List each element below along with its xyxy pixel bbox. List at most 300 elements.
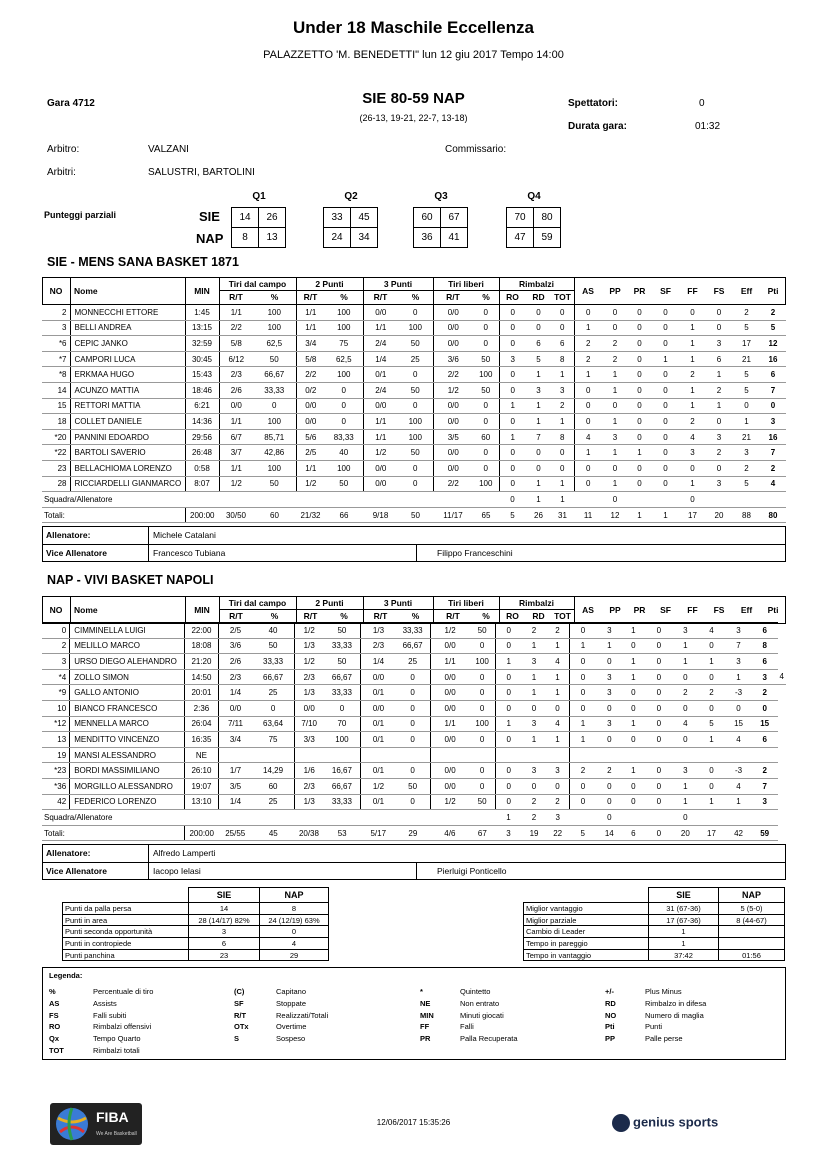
- player-stat: 0/0: [430, 763, 469, 779]
- player-name: BELLACHIOMA LORENZO: [70, 460, 185, 476]
- legend-desc: Tempo Quarto: [93, 1034, 141, 1044]
- stats-value: 0: [260, 926, 329, 938]
- player-stat: 15: [752, 716, 778, 732]
- player-stat: [752, 747, 778, 763]
- player-row: [42, 732, 786, 748]
- player-stat: 6: [526, 336, 551, 352]
- col-no: NO: [49, 605, 63, 615]
- empty-cell: [651, 492, 680, 508]
- coach-vline: [416, 544, 417, 562]
- player-stat: 1/1: [430, 654, 469, 670]
- player-stat: 1: [680, 398, 705, 414]
- stats-row: [63, 938, 329, 950]
- team-reb: 0: [499, 492, 526, 508]
- player-stat: 0: [499, 320, 526, 336]
- stats-value: 31 (67-36): [649, 903, 719, 915]
- legend-key: TOT: [49, 1046, 64, 1055]
- player-row: [42, 351, 786, 367]
- duration-value: 01:32: [695, 121, 721, 132]
- legend-desc: Punti: [645, 1022, 663, 1032]
- quarter-row: [507, 208, 561, 228]
- player-stat: 4: [778, 669, 786, 685]
- player-stat: 50: [473, 351, 499, 367]
- stats-label: Punti da palla persa: [63, 903, 189, 915]
- player-stat: 0: [651, 382, 680, 398]
- player-stat: 0/2: [296, 382, 325, 398]
- player-stat: 1/2: [296, 476, 325, 492]
- player-stat: 1: [569, 732, 596, 748]
- player-stat: 0: [596, 794, 622, 810]
- total-stat: 6: [622, 825, 645, 841]
- player-stat: 0: [628, 382, 651, 398]
- subcol-label: %: [340, 292, 348, 302]
- quarter-row: [324, 228, 378, 248]
- player-stat: 2/2: [296, 367, 325, 383]
- player-stat: 1/2: [363, 445, 398, 461]
- legend-desc: Stoppate: [276, 998, 307, 1008]
- player-stat: 0: [602, 460, 628, 476]
- player-stat: 0: [569, 685, 596, 701]
- player-stat: 0: [680, 460, 705, 476]
- stats-value: 23: [189, 949, 260, 961]
- commissioner-label: Commissario:: [445, 144, 507, 155]
- player-stat: 0: [602, 305, 628, 321]
- player-stat: 0: [645, 638, 673, 654]
- player-stat: 0/1: [361, 732, 396, 748]
- player-row: [42, 476, 786, 492]
- player-stat: 0: [651, 429, 680, 445]
- player-stat: 1: [602, 414, 628, 430]
- player-stat: 100: [253, 320, 296, 336]
- stats-value: 14: [189, 903, 260, 915]
- player-stat: 3: [596, 669, 622, 685]
- player-stat: 0: [569, 700, 596, 716]
- team-row: [42, 810, 786, 826]
- quarter-score: 24: [324, 228, 351, 248]
- header-subline: [219, 609, 574, 610]
- player-stat: 14:36: [185, 414, 219, 430]
- subcol-label: R/T: [446, 292, 460, 302]
- player-stat: 2/5: [218, 623, 252, 639]
- player-stat: 85,71: [253, 429, 296, 445]
- player-stat: 1: [574, 367, 602, 383]
- legend-key: RD: [605, 998, 616, 1008]
- subcol-label: R/T: [446, 611, 460, 621]
- jersey-no: *8: [42, 367, 70, 383]
- player-stat: 0/0: [433, 305, 473, 321]
- player-stat: 100: [325, 460, 363, 476]
- player-stat: 0: [645, 669, 673, 685]
- player-stat: 16:35: [185, 732, 219, 748]
- player-stat: 3/6: [218, 638, 252, 654]
- player-row: [42, 460, 786, 476]
- player-stat: 1: [522, 685, 547, 701]
- player-stat: 2: [602, 351, 628, 367]
- player-stat: 100: [323, 732, 361, 748]
- player-stat: 100: [398, 429, 433, 445]
- player-stat: 1: [725, 669, 752, 685]
- stat-col-label: SF: [660, 286, 671, 296]
- stats-value: 29: [260, 949, 329, 961]
- empty-cell: [725, 810, 752, 826]
- player-stat: 1: [495, 716, 521, 732]
- player-stat: 5/6: [296, 429, 325, 445]
- player-stat: 3: [596, 685, 622, 701]
- vice2-name: Pierluigi Ponticello: [437, 866, 507, 877]
- player-stat: [323, 747, 361, 763]
- player-stat: 1/2: [433, 382, 473, 398]
- player-stat: 2: [680, 367, 705, 383]
- player-stat: 1/2: [295, 623, 324, 639]
- player-stat: 8:07: [185, 476, 219, 492]
- jersey-no: 18: [42, 414, 70, 430]
- player-stat: 3: [551, 382, 574, 398]
- stat-col-label: PP: [609, 286, 621, 296]
- legend-key: *: [420, 987, 423, 996]
- player-stat: 25: [396, 654, 431, 670]
- player-stat: 0/1: [363, 367, 398, 383]
- jersey-no: 2: [42, 638, 70, 654]
- player-stat: 0: [325, 382, 363, 398]
- player-name: BARTOLI SAVERIO: [70, 445, 185, 461]
- player-stat: 0: [396, 700, 431, 716]
- player-stat: 50: [252, 638, 294, 654]
- player-stat: 0: [495, 732, 521, 748]
- player-stat: 2: [705, 382, 733, 398]
- player-stat: 0: [569, 654, 596, 670]
- player-row: [42, 367, 786, 383]
- player-stat: 3: [752, 669, 778, 685]
- player-stat: 30:45: [185, 351, 219, 367]
- player-stat: 3: [522, 716, 547, 732]
- player-stat: 1: [733, 414, 760, 430]
- player-stat: 0: [495, 685, 521, 701]
- total-stat: 20/38: [295, 825, 324, 841]
- player-stat: 0: [651, 305, 680, 321]
- player-stat: 0: [253, 398, 296, 414]
- player-stat: 0: [473, 414, 499, 430]
- jersey-no: *23: [42, 763, 70, 779]
- player-stat: 1: [622, 654, 645, 670]
- subcol-label: RO: [506, 292, 519, 302]
- player-stat: 0: [473, 460, 499, 476]
- final-score: SIE 80-59 NAP: [362, 90, 465, 107]
- player-stat: 7/10: [295, 716, 324, 732]
- jersey-no: 28: [42, 476, 70, 492]
- player-stat: 33,33: [396, 623, 431, 639]
- player-stat: 100: [325, 367, 363, 383]
- player-stat: 18:46: [185, 382, 219, 398]
- player-stat: 1: [680, 382, 705, 398]
- quarter-scores: (26-13, 19-21, 22-7, 13-18): [359, 113, 468, 123]
- player-stat: 42,86: [253, 445, 296, 461]
- total-stat: 9/18: [363, 507, 398, 523]
- genius-sports-logo: [612, 1114, 718, 1132]
- player-stat: 0: [473, 305, 499, 321]
- player-stat: 60: [473, 429, 499, 445]
- player-stat: 6: [705, 351, 733, 367]
- player-stat: 1/1: [363, 429, 398, 445]
- player-stat: 3: [522, 654, 547, 670]
- player-stat: 0/0: [296, 398, 325, 414]
- player-stat: 1: [602, 367, 628, 383]
- player-stat: 1: [574, 445, 602, 461]
- subcol-label: RO: [506, 611, 519, 621]
- player-row: [42, 763, 786, 779]
- player-stat: 0: [499, 476, 526, 492]
- player-stat: 0: [574, 460, 602, 476]
- player-stat: 0: [469, 778, 495, 794]
- referees-label: Arbitri:: [47, 167, 76, 178]
- player-stat: 29:56: [185, 429, 219, 445]
- stats-label: Tempo in vantaggio: [524, 949, 649, 961]
- legend-key: MIN: [420, 1010, 434, 1020]
- player-stat: 0: [469, 763, 495, 779]
- col-divider: [363, 277, 364, 305]
- qtab-nap-label: NAP: [196, 231, 224, 246]
- player-stat: 1/1: [430, 716, 469, 732]
- player-stat: 0: [398, 460, 433, 476]
- player-stat: 26:10: [185, 763, 219, 779]
- player-stat: 0: [398, 476, 433, 492]
- player-stat: 2: [752, 685, 778, 701]
- player-stat: 0: [645, 778, 673, 794]
- player-stat: 50: [325, 476, 363, 492]
- player-stat: 3: [752, 794, 778, 810]
- game-number: Gara 4712: [47, 98, 95, 109]
- player-name: ERKMAA HUGO: [70, 367, 185, 383]
- player-stat: 3: [733, 445, 760, 461]
- player-name: ZOLLO SIMON: [70, 669, 185, 685]
- stats-col-nap: NAP: [719, 888, 785, 903]
- team-reb: 1: [495, 810, 521, 826]
- legend-desc: Falli subiti: [93, 1010, 127, 1020]
- stats-header: [63, 888, 329, 903]
- player-stat: 100: [469, 654, 495, 670]
- empty-cell: [752, 810, 778, 826]
- jersey-no: 13: [42, 732, 70, 748]
- player-stat: 0: [473, 445, 499, 461]
- player-stat: 17: [733, 336, 760, 352]
- coach-vline: [148, 526, 149, 562]
- legend-desc: Sospeso: [276, 1034, 306, 1044]
- stats-value: 1: [649, 926, 719, 938]
- player-name: FEDERICO LORENZO: [70, 794, 185, 810]
- player-stat: -3: [725, 763, 752, 779]
- legend-desc: Rimbalzi offensivi: [93, 1022, 152, 1032]
- total-stat: 1: [628, 507, 651, 523]
- player-stat: 100: [253, 460, 296, 476]
- player-stat: 1/1: [296, 305, 325, 321]
- player-stat: 1/2: [430, 794, 469, 810]
- player-stat: 2/4: [363, 382, 398, 398]
- player-row: [42, 654, 786, 670]
- empty-cell: [569, 810, 596, 826]
- player-stat: 3: [596, 623, 622, 639]
- team-label: Squadra/Allenatore: [42, 492, 499, 508]
- player-stat: 2: [760, 305, 786, 321]
- player-stat: 1: [526, 398, 551, 414]
- player-stat: 1/1: [363, 414, 398, 430]
- legend-desc: Rimbalzo in difesa: [645, 998, 707, 1008]
- player-stat: 100: [398, 414, 433, 430]
- player-stat: 0: [628, 351, 651, 367]
- player-stat: 0/0: [433, 320, 473, 336]
- stats-row: [63, 914, 329, 926]
- jersey-no: 23: [42, 460, 70, 476]
- player-stat: 1: [551, 476, 574, 492]
- player-stat: 0: [499, 445, 526, 461]
- player-stat: 0: [323, 700, 361, 716]
- quarter-label: Q4: [527, 191, 541, 202]
- total-stat: 31: [551, 507, 574, 523]
- col-divider: [296, 277, 297, 305]
- stats-row: [524, 914, 785, 926]
- player-row: [42, 320, 786, 336]
- player-stat: 3: [602, 429, 628, 445]
- col-3p: 3 Punti: [383, 279, 413, 289]
- player-stat: 75: [325, 336, 363, 352]
- player-stat: 1/3: [295, 685, 324, 701]
- quarter-score: 13: [259, 228, 286, 248]
- player-stat: 0: [546, 700, 569, 716]
- venue-line: PALAZZETTO 'M. BENEDETTI" lun 12 giu 2017 Tempo 14:00: [263, 49, 564, 61]
- player-stat: 50: [398, 336, 433, 352]
- player-stat: 50: [323, 654, 361, 670]
- player-stat: 0: [645, 623, 673, 639]
- player-stat: 1/6: [295, 763, 324, 779]
- player-stat: 3/4: [296, 336, 325, 352]
- player-stat: 7: [752, 778, 778, 794]
- player-stat: 1: [546, 669, 569, 685]
- legend-desc: Overtime: [276, 1022, 307, 1032]
- coach-name: Michele Catalani: [153, 530, 216, 541]
- quarter-box: [506, 207, 561, 248]
- player-name: CIMMINELLA LUIGI: [70, 623, 185, 639]
- subcol-label: %: [411, 611, 420, 621]
- legend-desc: Palle perse: [645, 1034, 683, 1044]
- player-stat: 1: [495, 654, 521, 670]
- player-stat: 1: [680, 336, 705, 352]
- totals-label: Totali:: [42, 825, 185, 841]
- genius-sports-icon: [612, 1114, 630, 1132]
- player-stat: 1/1: [219, 414, 253, 430]
- stats-value: 5 (5-0): [719, 903, 785, 915]
- player-row: [42, 382, 786, 398]
- player-stat: 0: [645, 716, 673, 732]
- col-3p: 3 Punti: [383, 598, 413, 608]
- player-stat: 0: [546, 778, 569, 794]
- player-stat: 16,67: [323, 763, 361, 779]
- stats-row: [63, 926, 329, 938]
- stat-col-label: PR: [633, 605, 646, 615]
- player-row: [42, 685, 786, 701]
- jersey-no: *4: [42, 669, 70, 685]
- empty-cell: [63, 888, 189, 903]
- player-stat: 1: [546, 685, 569, 701]
- stat-col-label: Pti: [767, 286, 779, 296]
- stats-value: 6: [189, 938, 260, 950]
- col-divider: [70, 596, 71, 624]
- player-stat: 16: [760, 351, 786, 367]
- player-stat: 0/0: [433, 336, 473, 352]
- stats-row: [63, 949, 329, 961]
- player-row: [42, 414, 786, 430]
- quarter-score: 8: [232, 228, 259, 248]
- player-stat: 0: [698, 669, 726, 685]
- player-stat: 0/0: [433, 414, 473, 430]
- player-stat: 0: [396, 669, 431, 685]
- quarter-row: [232, 208, 286, 228]
- partials-label: Punteggi parziali: [44, 210, 117, 220]
- player-stat: 0: [673, 669, 698, 685]
- player-stat: 3/5: [218, 778, 252, 794]
- player-stat: 0: [325, 398, 363, 414]
- quarter-label: Q3: [434, 191, 448, 202]
- player-stat: 1: [551, 414, 574, 430]
- vice2-name: Filippo Franceschini: [437, 548, 513, 559]
- nap-team-title: NAP - VIVI BASKET NAPOLI: [47, 573, 214, 587]
- jersey-no: 14: [42, 382, 70, 398]
- total-stat: 20: [705, 507, 733, 523]
- player-stat: 0: [469, 700, 495, 716]
- col-divider: [433, 277, 434, 305]
- player-stat: 8: [551, 351, 574, 367]
- subcol-label: R/T: [303, 292, 318, 302]
- legend-key: SF: [234, 998, 244, 1008]
- player-stat: [396, 747, 431, 763]
- player-stat: 1: [546, 732, 569, 748]
- jersey-no: *9: [42, 685, 70, 701]
- quarter-score: 47: [507, 228, 534, 248]
- team-ff: 0: [680, 492, 705, 508]
- player-stat: 8: [551, 429, 574, 445]
- player-stat: 3: [546, 763, 569, 779]
- sie-team-title: SIE - MENS SANA BASKET 1871: [47, 255, 239, 269]
- player-stat: 3: [705, 429, 733, 445]
- coach-vline: [416, 862, 417, 880]
- player-stat: 0: [622, 794, 645, 810]
- jersey-no: *22: [42, 445, 70, 461]
- legend-desc: Capitano: [276, 987, 307, 996]
- player-row: [42, 778, 786, 794]
- legend-desc: Assists: [93, 998, 117, 1008]
- player-stat: 1: [622, 623, 645, 639]
- col-divider: [185, 277, 186, 305]
- legend-key: Pti: [605, 1022, 615, 1032]
- total-stat: 17: [680, 507, 705, 523]
- player-stat: 6:21: [185, 398, 219, 414]
- player-stat: [522, 747, 547, 763]
- subcol-label: %: [270, 292, 279, 302]
- player-name: MONNECCHI ETTORE: [70, 305, 185, 321]
- player-stat: 0: [705, 320, 733, 336]
- player-stat: 1/1: [219, 305, 253, 321]
- coach-label: Allenatore:: [46, 530, 91, 541]
- player-stat: 0: [622, 778, 645, 794]
- player-stat: 33,33: [323, 794, 361, 810]
- player-stat: NE: [185, 747, 219, 763]
- player-stat: 1: [551, 367, 574, 383]
- quarter-label: Q2: [344, 191, 358, 202]
- stat-col-label: PP: [609, 605, 621, 615]
- vice-label: Vice Allenatore: [46, 548, 107, 559]
- player-stat: 0/0: [363, 305, 398, 321]
- quarter-box: [231, 207, 286, 248]
- player-stat: 25: [398, 351, 433, 367]
- team-reb: 1: [551, 492, 574, 508]
- player-stat: 100: [325, 305, 363, 321]
